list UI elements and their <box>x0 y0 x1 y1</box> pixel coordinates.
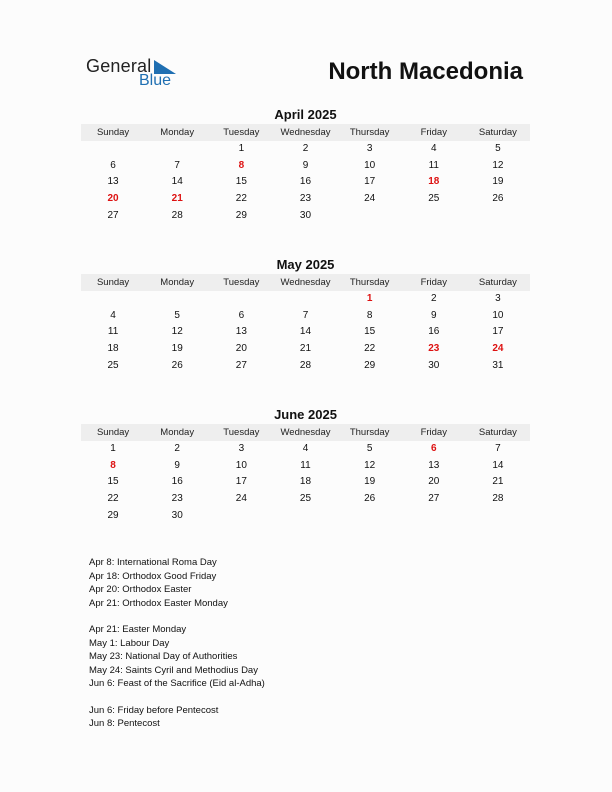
day-cell <box>81 141 145 158</box>
weekday-label: Friday <box>420 127 447 138</box>
day-cell: 20 <box>235 343 247 355</box>
day-cell: 17 <box>364 176 376 188</box>
day-cell <box>273 508 337 525</box>
day-cell: 25 <box>428 193 440 205</box>
month-title: June 2025 <box>274 407 337 422</box>
day-cell: 16 <box>171 476 183 488</box>
day-cell: 16 <box>299 176 312 188</box>
day-cell: 29 <box>364 359 376 371</box>
holiday-note: May 24: Saints Cyril and Methodius Day <box>89 664 258 676</box>
day-cell: 30 <box>428 359 440 371</box>
day-cell: 13 <box>235 326 247 338</box>
weekday-label: Sunday <box>96 427 130 438</box>
day-cell: 9 <box>302 159 309 171</box>
holiday-day-cell: 21 <box>171 193 183 205</box>
day-cell: 6 <box>110 159 116 171</box>
day-cell: 17 <box>235 476 247 488</box>
weekday-label: Tuesday <box>223 127 260 138</box>
day-cell <box>81 291 145 308</box>
day-cell: 24 <box>235 493 247 505</box>
day-cell: 5 <box>495 143 501 154</box>
day-cell: 18 <box>299 476 312 488</box>
day-cell: 21 <box>492 476 504 488</box>
week-row <box>81 291 530 308</box>
day-cell <box>466 208 530 225</box>
day-cell: 14 <box>299 326 312 338</box>
day-cell <box>209 508 273 525</box>
weekday-label: Monday <box>160 277 195 288</box>
day-cell: 5 <box>366 443 373 454</box>
day-cell <box>402 208 466 225</box>
holiday-day-cell: 8 <box>238 159 245 171</box>
day-cell: 14 <box>171 176 183 188</box>
weekday-label: Sunday <box>96 127 130 138</box>
weekday-label: Saturday <box>478 127 517 138</box>
day-cell: 28 <box>299 359 312 371</box>
country-title: North Macedonia <box>328 58 523 85</box>
day-cell <box>402 508 466 525</box>
day-cell: 9 <box>174 459 180 471</box>
holiday-note: Apr 20: Orthodox Easter <box>89 584 192 595</box>
holiday-day-cell: 24 <box>492 343 504 355</box>
holiday-note: May 23: National Day of Authorities <box>89 651 238 662</box>
day-cell <box>338 508 402 525</box>
day-cell: 19 <box>492 176 504 188</box>
day-cell: 10 <box>492 309 504 321</box>
day-cell: 9 <box>430 309 437 321</box>
holiday-day-cell: 6 <box>430 443 437 454</box>
weekday-label: Tuesday <box>223 427 260 438</box>
day-cell: 22 <box>107 493 119 505</box>
week-row <box>81 208 530 225</box>
day-cell <box>145 141 209 158</box>
day-cell: 3 <box>238 443 245 454</box>
day-cell: 11 <box>428 159 439 171</box>
week-row <box>81 474 530 491</box>
weekday-label: Friday <box>420 277 447 288</box>
weekday-label: Tuesday <box>223 277 260 288</box>
day-cell: 29 <box>107 509 119 521</box>
week-row <box>81 174 530 191</box>
day-cell <box>466 508 530 525</box>
day-cell: 31 <box>492 359 504 371</box>
day-cell: 26 <box>171 359 183 371</box>
day-cell <box>338 208 402 225</box>
day-cell: 30 <box>299 209 312 221</box>
day-cell: 22 <box>235 193 247 205</box>
week-row <box>81 441 530 458</box>
holiday-note: Apr 8: International Roma Day <box>89 557 217 568</box>
day-cell: 7 <box>302 309 309 321</box>
week-row <box>81 158 530 175</box>
day-cell: 25 <box>107 359 119 371</box>
day-cell: 12 <box>364 459 376 471</box>
day-cell <box>209 291 273 308</box>
day-cell: 2 <box>174 443 180 454</box>
day-cell: 15 <box>107 476 119 488</box>
day-cell: 27 <box>428 493 440 505</box>
day-cell: 28 <box>171 209 183 221</box>
week-row <box>81 358 530 375</box>
week-row <box>81 458 530 475</box>
day-cell: 11 <box>300 459 311 471</box>
weekday-header <box>81 274 530 291</box>
weekday-label: Saturday <box>478 277 517 288</box>
holiday-note: Apr 21: Orthodox Easter Monday <box>89 597 228 609</box>
day-cell: 15 <box>364 326 376 338</box>
day-cell: 26 <box>364 493 376 505</box>
weekday-label: Thursday <box>349 127 390 138</box>
holiday-note-group <box>89 556 265 610</box>
weekday-header <box>81 424 530 441</box>
day-cell: 19 <box>364 476 376 488</box>
week-row <box>81 491 530 508</box>
day-cell: 23 <box>299 193 312 205</box>
weekday-label: Monday <box>160 427 195 438</box>
day-cell: 22 <box>364 343 376 355</box>
month-calendar <box>81 107 530 224</box>
day-cell: 1 <box>238 143 245 154</box>
weekday-header <box>81 124 530 141</box>
holiday-note: Jun 8: Pentecost <box>89 718 160 729</box>
day-cell: 17 <box>492 326 504 338</box>
day-cell <box>273 291 337 308</box>
week-row <box>81 141 530 158</box>
day-cell: 12 <box>171 326 183 338</box>
day-cell: 14 <box>492 459 504 471</box>
day-cell: 18 <box>107 343 119 355</box>
holiday-note-group <box>89 623 265 691</box>
day-cell: 12 <box>492 159 504 171</box>
day-cell: 27 <box>235 359 247 371</box>
day-cell <box>145 291 209 308</box>
day-cell: 10 <box>235 459 247 471</box>
weekday-label: Thursday <box>349 277 390 288</box>
weekday-label: Thursday <box>349 427 390 438</box>
day-cell: 20 <box>428 476 440 488</box>
day-cell: 24 <box>364 193 376 205</box>
week-row <box>81 308 530 325</box>
week-row <box>81 324 530 341</box>
holiday-note: May 1: Labour Day <box>89 637 170 649</box>
weekday-label: Monday <box>160 127 195 138</box>
day-cell: 7 <box>495 443 501 454</box>
week-row <box>81 508 530 525</box>
week-row <box>81 341 530 358</box>
holiday-note: Apr 21: Easter Monday <box>89 624 187 635</box>
day-cell: 28 <box>492 493 504 505</box>
day-cell: 5 <box>174 309 180 321</box>
holiday-day-cell: 8 <box>110 459 116 471</box>
day-cell: 30 <box>171 509 183 521</box>
holiday-note: Jun 6: Feast of the Sacrifice (Eid al-Adha) <box>89 678 265 689</box>
generalblue-logo <box>86 56 206 96</box>
day-cell: 3 <box>495 293 501 304</box>
weekday-label: Friday <box>420 427 447 438</box>
holiday-day-cell: 23 <box>428 343 440 355</box>
weekday-label: Wednesday <box>280 277 331 288</box>
day-cell: 2 <box>302 143 309 154</box>
weekday-label: Saturday <box>478 427 517 438</box>
day-cell: 26 <box>492 193 504 205</box>
month-calendar <box>81 407 530 524</box>
day-cell: 1 <box>110 443 116 454</box>
week-row <box>81 191 530 208</box>
holiday-day-cell: 18 <box>428 176 440 188</box>
logo-blue-text: Blue <box>139 72 172 89</box>
weekday-label: Wednesday <box>280 427 331 438</box>
day-cell: 4 <box>110 309 116 321</box>
holiday-day-cell: 1 <box>366 293 373 304</box>
day-cell: 4 <box>430 143 437 154</box>
month-title: April 2025 <box>274 107 337 122</box>
day-cell: 3 <box>366 143 373 154</box>
day-cell: 19 <box>171 343 183 355</box>
day-cell: 4 <box>302 443 309 454</box>
day-cell: 2 <box>430 293 437 304</box>
logo-general-text: General <box>86 56 152 76</box>
holiday-day-cell: 20 <box>107 193 119 205</box>
holiday-note: Jun 6: Friday before Pentecost <box>89 704 219 716</box>
weekday-label: Sunday <box>96 277 130 288</box>
day-cell: 13 <box>107 176 119 188</box>
day-cell: 27 <box>107 209 119 221</box>
holiday-note: Apr 18: Orthodox Good Friday <box>89 570 217 582</box>
month-calendar <box>81 257 530 374</box>
day-cell: 15 <box>235 176 247 188</box>
day-cell: 10 <box>364 159 376 171</box>
day-cell: 29 <box>235 209 247 221</box>
holiday-notes <box>89 556 265 744</box>
weekday-label: Wednesday <box>280 127 331 138</box>
day-cell: 25 <box>299 493 312 505</box>
day-cell: 11 <box>107 326 119 338</box>
holiday-note-group <box>89 704 265 731</box>
day-cell: 16 <box>428 326 440 338</box>
day-cell: 23 <box>171 493 183 505</box>
day-cell: 6 <box>238 309 245 321</box>
day-cell: 21 <box>299 343 312 355</box>
day-cell: 13 <box>428 459 440 471</box>
month-title: May 2025 <box>276 257 335 272</box>
day-cell: 8 <box>366 309 373 321</box>
day-cell: 7 <box>174 159 180 171</box>
